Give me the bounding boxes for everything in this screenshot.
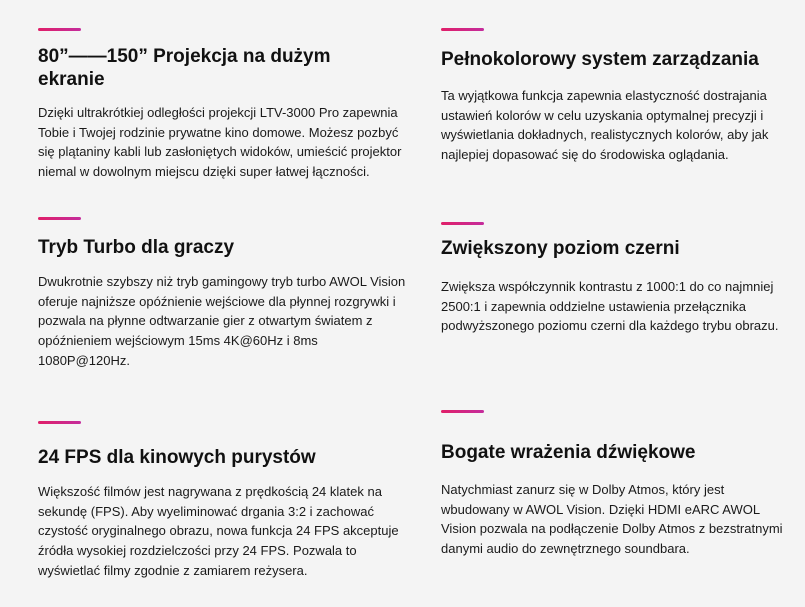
- feature-title: 80”——150” Projekcja na dużym ekranie: [38, 46, 331, 90]
- feature-description: Dzięki ultrakrótkiej odległości projekcji LTV-3000 Pro zapewnia Tobie i Twojej rodzinie prywatne kino domowe. Możesz pozbyć się plątaniny kabli lub zasłoniętych widoków, umieścić projektor niemal w dowolnym miejscu dzięki super łatwej łączności.: [38, 105, 402, 180]
- feature-description: Zwiększa współczynnik kontrastu z 1000:1 do co najmniej 2500:1 i zapewnia oddzielne ustawienia przełącznika podwyższonego poziomu czerni dla każdego trybu obrazu.: [441, 279, 779, 334]
- accent-bar: [441, 410, 484, 413]
- accent-bar: [441, 28, 484, 31]
- feature-turbo-gaming-mode: [38, 217, 408, 371]
- feature-title: Bogate wrażenia dźwiękowe: [441, 442, 696, 463]
- feature-title: 24 FPS dla kinowych purystów: [38, 447, 316, 468]
- feature-enhanced-black-level: [441, 222, 791, 336]
- accent-bar: [38, 421, 81, 424]
- feature-title: Tryb Turbo dla graczy: [38, 237, 235, 258]
- feature-large-screen-projection: [38, 28, 408, 182]
- feature-description: Dwukrotnie szybszy niż tryb gamingowy tryb turbo AWOL Vision oferuje najniższe opóźnienie wejściowe dla płynnej rozgrywki i pozwala na płynne odtwarzanie gier z otwartym światem z opóźnieniem wejściowym 15ms 4K@60Hz i 8ms 1080P@120Hz.: [38, 274, 406, 368]
- accent-bar: [38, 217, 81, 220]
- accent-bar: [38, 28, 81, 31]
- feature-description: Ta wyjątkowa funkcja zapewnia elastyczność dostrajania ustawień kolorów w celu uzyskania optymalnej precyzji i wyświetlania dokładnych, realistycznych kolorów, aby jak najlepiej dopasować się do środowiska oglądania.: [441, 88, 769, 163]
- feature-description: Natychmiast zanurz się w Dolby Atmos, który jest wbudowany w AWOL Vision. Dzięki HDMI eARC AWOL Vision pozwala na podłączenie Dolby Atmos z bezstratnymi danymi audio do zewnętrznego soundbara.: [441, 482, 783, 557]
- feature-description: Większość filmów jest nagrywana z prędkością 24 klatek na sekundę (FPS). Aby wyeliminować drgania 3:2 i zachować czystość oryginalnego obrazu, nowa funkcja 24 FPS akceptuje źródła wysokiej rozdzielczości przy 24 FPS. Pozwala to wyświetlać filmy zgodnie z zamiarem reżysera.: [38, 484, 399, 578]
- feature-title: Pełnokolorowy system zarządzania: [441, 49, 759, 70]
- feature-full-color-management: [441, 28, 791, 165]
- accent-bar: [441, 222, 484, 225]
- feature-24fps-cinema: [38, 421, 408, 581]
- feature-title: Zwiększony poziom czerni: [441, 238, 680, 259]
- feature-rich-sound: [441, 410, 791, 559]
